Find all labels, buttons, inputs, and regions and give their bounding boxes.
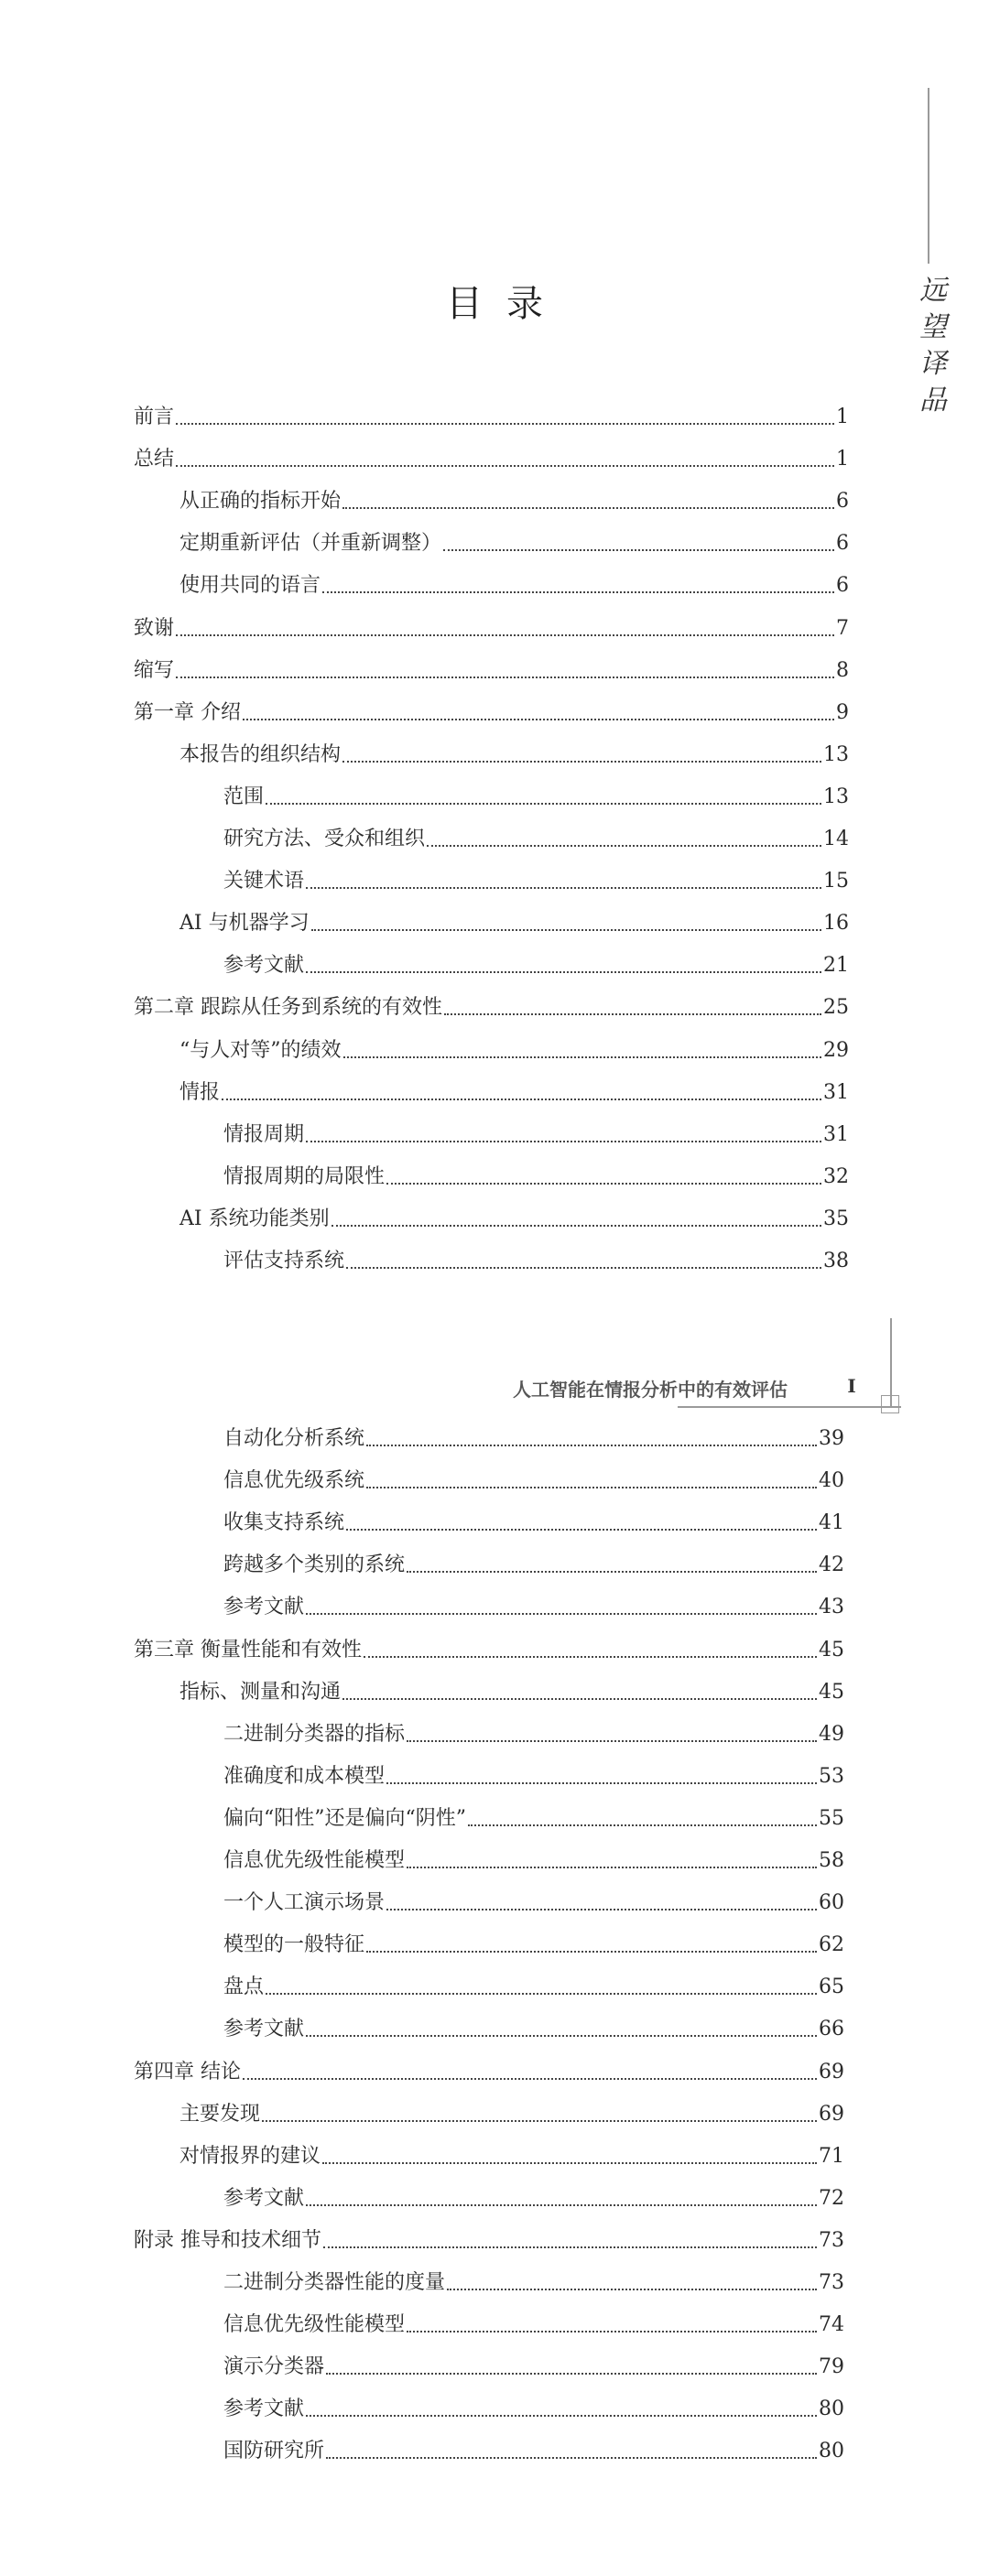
- toc-entry[interactable]: [179, 741, 849, 770]
- toc-leader-dots: [407, 1571, 817, 1573]
- toc-entry-page: 40: [819, 1469, 844, 1493]
- toc-entry-page: 13: [823, 785, 849, 808]
- toc-entry[interactable]: [179, 1678, 844, 1707]
- toc-leader-dots: [443, 549, 834, 551]
- footer-corner-box: [881, 1395, 899, 1413]
- toc-leader-dots: [366, 1445, 817, 1446]
- toc-entry[interactable]: [223, 2395, 844, 2424]
- toc-entry-page: 71: [819, 2144, 844, 2168]
- toc-leader-dots: [306, 1141, 821, 1142]
- toc-entry[interactable]: [223, 1762, 844, 1791]
- toc-entry-label: 情报: [179, 1080, 221, 1104]
- toc-leader-dots: [176, 465, 834, 467]
- toc-entry-page: 29: [823, 1038, 849, 1062]
- toc-leader-dots: [176, 676, 834, 678]
- toc-entry[interactable]: [134, 2058, 844, 2087]
- toc-leader-dots: [343, 1056, 822, 1058]
- toc-entry-label: 模型的一般特征: [223, 1933, 365, 1957]
- toc-entry-label: “与人对等”的绩效: [179, 1038, 342, 1062]
- top-right-vertical-rule: [928, 88, 929, 264]
- toc-entry-label: 第一章 介绍: [134, 700, 241, 724]
- toc-entry[interactable]: [223, 2268, 844, 2298]
- footer-horizontal-rule: [678, 1406, 901, 1408]
- toc-entry-label: 第四章 结论: [134, 2060, 241, 2084]
- toc-entry-page: 66: [819, 2018, 844, 2041]
- toc-leader-dots: [427, 845, 821, 847]
- toc-entry-page: 14: [823, 828, 849, 850]
- toc-entry[interactable]: [223, 2353, 844, 2382]
- toc-leader-dots: [306, 2204, 817, 2206]
- toc-leader-dots: [331, 1225, 821, 1227]
- toc-entry[interactable]: [134, 403, 849, 432]
- toc-entry-page: 8: [836, 658, 849, 682]
- toc-entry[interactable]: [223, 1551, 844, 1580]
- toc-entry-page: 62: [819, 1933, 844, 1957]
- toc-entry-label: 附录 推导和技术细节: [134, 2228, 321, 2252]
- toc-entry-label: 第三章 衡量性能和有效性: [134, 1638, 362, 1661]
- toc-leader-dots: [262, 2120, 817, 2122]
- toc-entry-page: 32: [823, 1164, 849, 1188]
- toc-entry[interactable]: [223, 1467, 844, 1496]
- toc-entry-label: 本报告的组织结构: [179, 742, 342, 766]
- brand-char: 远: [919, 275, 949, 307]
- toc-entry[interactable]: [223, 951, 849, 980]
- toc-leader-dots: [266, 1993, 817, 1995]
- toc-entry-label: AI 与机器学习: [179, 912, 310, 936]
- toc-entry[interactable]: [223, 2437, 844, 2466]
- toc-entry-page: 1: [836, 406, 849, 428]
- running-footer-title: 人工智能在情报分析中的有效评估: [513, 1379, 788, 1401]
- toc-entry-label: 总结: [134, 448, 175, 471]
- toc-entry-page: 6: [836, 532, 849, 556]
- toc-entry-page: 6: [836, 490, 849, 514]
- toc-entry-page: 7: [836, 616, 849, 640]
- toc-entry[interactable]: [179, 2100, 844, 2129]
- toc-leader-dots: [306, 2415, 817, 2417]
- toc-leader-dots: [407, 1740, 817, 1742]
- page-title: 目录: [446, 283, 567, 325]
- toc-entry-label: 致谢: [134, 616, 175, 640]
- toc-entry[interactable]: [223, 867, 849, 896]
- toc-entry-label: 研究方法、受众和组织: [223, 828, 426, 850]
- toc-entry-page: 69: [819, 2102, 844, 2126]
- toc-entry-label: 范围: [223, 785, 265, 808]
- toc-leader-dots: [306, 2035, 817, 2037]
- toc-entry-label: 关键术语: [223, 870, 305, 893]
- toc-entry-label: 定期重新评估（并重新调整）: [179, 532, 442, 556]
- toc-entry-page: 13: [823, 742, 849, 766]
- toc-entry-label: 一个人工演示场景: [223, 1891, 386, 1915]
- toc-entry-label: 参考文献: [223, 2018, 305, 2041]
- toc-entry[interactable]: [134, 2226, 844, 2256]
- toc-entry[interactable]: [223, 1931, 844, 1960]
- toc-leader-dots: [444, 1013, 821, 1015]
- toc-entry-page: 41: [819, 1511, 844, 1535]
- toc-entry-label: 参考文献: [223, 1596, 305, 1619]
- toc-leader-dots: [407, 2331, 817, 2332]
- toc-entry-page: 42: [819, 1553, 844, 1577]
- toc-entry[interactable]: [223, 1720, 844, 1749]
- toc-entry[interactable]: [134, 698, 849, 728]
- toc-entry-page: 25: [823, 996, 849, 1020]
- toc-entry-page: 58: [819, 1849, 844, 1872]
- toc-leader-dots: [306, 971, 821, 973]
- toc-entry-label: 参考文献: [223, 954, 305, 978]
- toc-entry-page: 39: [819, 1427, 844, 1450]
- toc-entry-label: 使用共同的语言: [179, 574, 321, 598]
- toc-entry[interactable]: [179, 909, 849, 938]
- toc-entry[interactable]: [179, 571, 849, 601]
- toc-entry[interactable]: [223, 1593, 844, 1622]
- toc-entry-label: 情报周期的局限性: [223, 1164, 386, 1188]
- toc-leader-dots: [342, 1698, 817, 1700]
- toc-entry[interactable]: [223, 1247, 849, 1276]
- toc-entry-label: AI 系统功能类别: [179, 1207, 330, 1230]
- toc-entry-label: 对情报界的建议: [179, 2144, 321, 2168]
- toc-leader-dots: [266, 803, 821, 805]
- toc-leader-dots: [326, 2373, 817, 2375]
- toc-entry-label: 国防研究所: [223, 2440, 325, 2463]
- brand-char: 望: [919, 311, 949, 343]
- toc-leader-dots: [346, 1267, 821, 1269]
- toc-leader-dots: [342, 761, 821, 763]
- toc-entry-label: 准确度和成本模型: [223, 1764, 386, 1788]
- toc-entry-page: 55: [819, 1806, 844, 1830]
- toc-entry-label: 演示分类器: [223, 2355, 325, 2379]
- toc-entry-label: 前言: [134, 406, 175, 428]
- toc-leader-dots: [366, 1951, 817, 1953]
- toc-entry[interactable]: [223, 1424, 844, 1454]
- toc-entry-page: 72: [819, 2186, 844, 2210]
- toc-entry[interactable]: [179, 2142, 844, 2171]
- toc-entry-page: 73: [819, 2228, 844, 2252]
- toc-entry-page: 53: [819, 1764, 844, 1788]
- toc-entry-page: 80: [819, 2440, 844, 2463]
- toc-entry[interactable]: [223, 825, 849, 854]
- toc-entry-page: 69: [819, 2060, 844, 2084]
- toc-entry-page: 31: [823, 1122, 849, 1146]
- toc-entry[interactable]: [179, 1078, 849, 1108]
- toc-leader-dots: [326, 2457, 817, 2459]
- toc-leader-dots: [243, 719, 834, 720]
- brand-char: 译: [919, 348, 949, 380]
- toc-leader-dots: [342, 507, 834, 509]
- toc-entry-page: 80: [819, 2397, 844, 2421]
- toc-entry-page: 35: [823, 1207, 849, 1230]
- toc-entry[interactable]: [223, 2184, 844, 2213]
- toc-entry-label: 盘点: [223, 1975, 265, 1999]
- toc-entry-label: 二进制分类器性能的度量: [223, 2271, 446, 2294]
- toc-leader-dots: [386, 1183, 821, 1185]
- toc-leader-dots: [366, 1487, 817, 1488]
- toc-entry-page: 45: [819, 1638, 844, 1661]
- toc-entry[interactable]: [223, 2015, 844, 2044]
- toc-entry[interactable]: [223, 1163, 849, 1192]
- toc-entry-label: 从正确的指标开始: [179, 490, 342, 514]
- toc-entry[interactable]: [223, 1509, 844, 1538]
- toc-entry-label: 参考文献: [223, 2397, 305, 2421]
- toc-entry-page: 79: [819, 2355, 844, 2379]
- toc-entry-label: 第二章 跟踪从任务到系统的有效性: [134, 996, 442, 1020]
- toc-entry-page: 65: [819, 1975, 844, 1999]
- toc-entry-page: 1: [836, 448, 849, 471]
- toc-entry-label: 信息优先级性能模型: [223, 1849, 406, 1872]
- toc-entry-label: 信息优先级系统: [223, 1469, 365, 1493]
- toc-entry[interactable]: [179, 487, 849, 516]
- toc-leader-dots: [311, 929, 821, 931]
- toc-entry-page: 38: [823, 1250, 849, 1272]
- toc-leader-dots: [447, 2289, 817, 2290]
- toc-entry[interactable]: [223, 783, 849, 812]
- toc-leader-dots: [243, 2078, 817, 2080]
- toc-leader-dots: [323, 2246, 817, 2248]
- toc-leader-dots: [176, 423, 834, 425]
- toc-leader-dots: [364, 1656, 817, 1658]
- toc-leader-dots: [386, 1909, 817, 1910]
- toc-entry[interactable]: [134, 656, 849, 686]
- toc-entry-page: 9: [836, 700, 849, 724]
- toc-entry-label: 自动化分析系统: [223, 1427, 365, 1450]
- toc-entry[interactable]: [134, 445, 849, 474]
- toc-entry-label: 情报周期: [223, 1122, 305, 1146]
- toc-entry-page: 43: [819, 1596, 844, 1619]
- toc-entry-label: 信息优先级性能模型: [223, 2313, 406, 2337]
- toc-entry-page: 31: [823, 1080, 849, 1104]
- toc-leader-dots: [407, 1867, 817, 1868]
- toc-entry[interactable]: [179, 1205, 849, 1234]
- toc-entry-page: 21: [823, 954, 849, 978]
- toc-leader-dots: [306, 887, 821, 889]
- toc-leader-dots: [468, 1824, 817, 1826]
- toc-leader-dots: [322, 2162, 817, 2164]
- toc-entry-page: 6: [836, 574, 849, 598]
- footer-vertical-rule: [890, 1318, 892, 1406]
- toc-entry[interactable]: [223, 1846, 844, 1876]
- toc-entry[interactable]: [223, 1804, 844, 1834]
- toc-entry-label: 评估支持系统: [223, 1250, 345, 1272]
- toc-entry-page: 49: [819, 1722, 844, 1746]
- toc-entry-label: 主要发现: [179, 2102, 261, 2126]
- toc-entry-label: 收集支持系统: [223, 1511, 345, 1535]
- toc-entry-page: 15: [823, 870, 849, 893]
- toc-entry-page: 45: [819, 1680, 844, 1704]
- toc-entry-label: 二进制分类器的指标: [223, 1722, 406, 1746]
- toc-entry-label: 参考文献: [223, 2186, 305, 2210]
- toc-entry[interactable]: [223, 1120, 849, 1150]
- toc-leader-dots: [306, 1613, 817, 1615]
- toc-leader-dots: [386, 1782, 817, 1784]
- toc-entry[interactable]: [223, 2311, 844, 2340]
- toc-entry-label: 指标、测量和沟通: [179, 1680, 342, 1704]
- toc-entry[interactable]: [223, 1973, 844, 2002]
- toc-entry-label: 偏向“阳性”还是偏向“阴性”: [223, 1806, 466, 1830]
- toc-entry-label: 跨越多个类别的系统: [223, 1553, 406, 1577]
- toc-entry-page: 60: [819, 1891, 844, 1915]
- toc-entry[interactable]: [134, 1636, 844, 1665]
- toc-entry[interactable]: [223, 1889, 844, 1918]
- brand-char: 品: [919, 384, 949, 417]
- toc-leader-dots: [322, 591, 834, 593]
- toc-entry-page: 16: [823, 912, 849, 936]
- toc-entry-page: 73: [819, 2271, 844, 2294]
- toc-entry[interactable]: [179, 1036, 849, 1066]
- toc-leader-dots: [176, 634, 834, 636]
- toc-entry[interactable]: [134, 614, 849, 644]
- running-footer-page-number: I: [847, 1375, 856, 1397]
- toc-entry-label: 缩写: [134, 658, 175, 682]
- toc-entry[interactable]: [179, 529, 849, 558]
- toc-entry[interactable]: [134, 993, 849, 1023]
- toc-leader-dots: [346, 1529, 817, 1531]
- toc-leader-dots: [222, 1099, 821, 1100]
- toc-entry-page: 74: [819, 2313, 844, 2337]
